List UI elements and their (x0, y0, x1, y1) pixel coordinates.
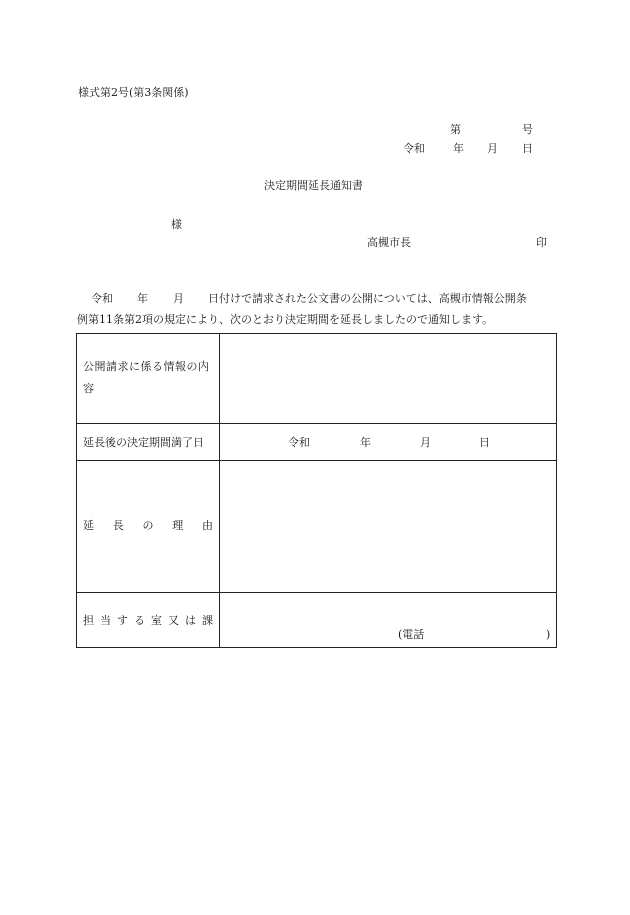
document-number-go: 号 (522, 123, 533, 136)
document-number-dai: 第 (450, 123, 461, 136)
row-label-content: 公開請求に係る情報の内容 (83, 360, 210, 395)
label-char: 長 (112, 519, 124, 532)
phone-close-paren: ) (546, 628, 551, 641)
label-char: 理 (172, 519, 184, 532)
body-era: 令和 (91, 292, 113, 305)
table-row (77, 334, 556, 423)
row-label-department (83, 615, 213, 626)
label-char: の (142, 519, 154, 532)
label-char: る (134, 614, 145, 627)
issuer-name: 高槻市長 (367, 236, 411, 249)
label-char: は (185, 614, 196, 627)
label-char: 課 (202, 614, 213, 627)
label-char: 延 (83, 519, 94, 532)
label-char: す (117, 614, 128, 627)
form-reference: 様式第2号(第3条関係) (78, 86, 189, 99)
deadline-year-unit: 年 (360, 436, 371, 449)
date-month-unit: 月 (487, 142, 498, 155)
deadline-era: 令和 (288, 436, 310, 449)
label-char: 当 (100, 614, 111, 627)
table-row (77, 460, 556, 593)
label-char: 担 (83, 614, 94, 627)
seal-mark: 印 (536, 236, 547, 249)
body-month-unit: 月 (173, 292, 184, 305)
column-divider (219, 593, 220, 648)
table-row (77, 592, 556, 648)
date-year-unit: 年 (453, 142, 464, 155)
addressee-suffix: 様 (171, 218, 182, 231)
form-table (76, 333, 557, 648)
column-divider (219, 424, 220, 461)
row-label-reason (83, 520, 213, 531)
column-divider (219, 334, 220, 423)
label-char: 由 (202, 519, 213, 532)
document-title: 決定期間延長通知書 (264, 179, 363, 192)
date-day-unit: 日 (522, 142, 533, 155)
phone-label: (電話 (398, 628, 425, 641)
body-line-2: 例第11条第2項の規定により、次のとおり決定期間を延長しましたので通知します。 (77, 313, 494, 326)
row-label-deadline: 延長後の決定期間満了日 (83, 436, 204, 449)
date-era: 令和 (403, 142, 425, 155)
column-divider (219, 461, 220, 593)
label-char: 又 (168, 614, 179, 627)
body-year-unit: 年 (137, 292, 148, 305)
deadline-month-unit: 月 (420, 436, 431, 449)
body-line-1: 日付けで請求された公文書の公開については、高槻市情報公開条 (208, 292, 527, 305)
deadline-day-unit: 日 (479, 436, 490, 449)
table-row (77, 423, 556, 461)
label-char: 室 (151, 614, 162, 627)
